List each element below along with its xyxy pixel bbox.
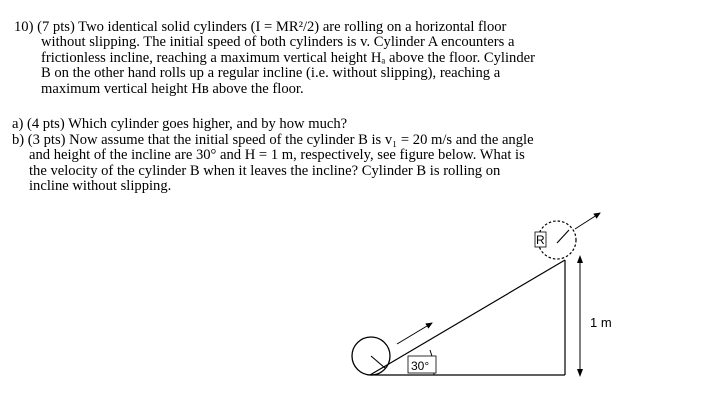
problem-line-5: maximum vertical height Hʙ above the floor. (41, 80, 304, 97)
part-a-question: a) (4 pts) Which cylinder goes higher, and by how much? (12, 116, 348, 132)
problem-line-3: frictionless incline, reaching a maximum vertical height Hₐ above the floor. Cylinder (41, 49, 535, 66)
angle-label: 30° (411, 359, 430, 373)
part-b-line-3: the velocity of the cylinder B when it leaves the incline? Cylinder B is rolling on (29, 162, 501, 179)
part-b-line-2: and height of the incline are 30° and H = 1 m, respectively, see figure below. What is (29, 147, 525, 164)
problem-line-4: B on the other hand rolls up a regular incline (i.e. without slipping), reaching a (41, 65, 501, 82)
height-label: 1 m (590, 315, 612, 330)
height-arrow-top (577, 255, 583, 263)
problem-line-2: without slipping. The initial speed of both cylinders is v. Cylinder A encounters a (41, 34, 515, 51)
height-arrow-bottom (577, 369, 583, 377)
cylinder-top-radius (557, 230, 569, 243)
velocity-arrow-top (575, 213, 600, 229)
incline-figure (340, 205, 630, 395)
problem-line-1: 10) (7 pts) Two identical solid cylinders (I = MR²/2) are rolling on a horizontal floor (14, 19, 507, 35)
incline-surface (370, 260, 565, 375)
part-b-line-4: incline without slipping. (29, 178, 172, 195)
part-b-question (12, 133, 702, 195)
part-b-line-1: b) (3 pts) Now assume that the initial speed of the cylinder B is v₁ = 20 m/s and the angle (12, 132, 534, 148)
radius-label: R (536, 233, 545, 247)
cylinder-bottom-radius (371, 356, 385, 368)
problem-statement (14, 20, 704, 97)
